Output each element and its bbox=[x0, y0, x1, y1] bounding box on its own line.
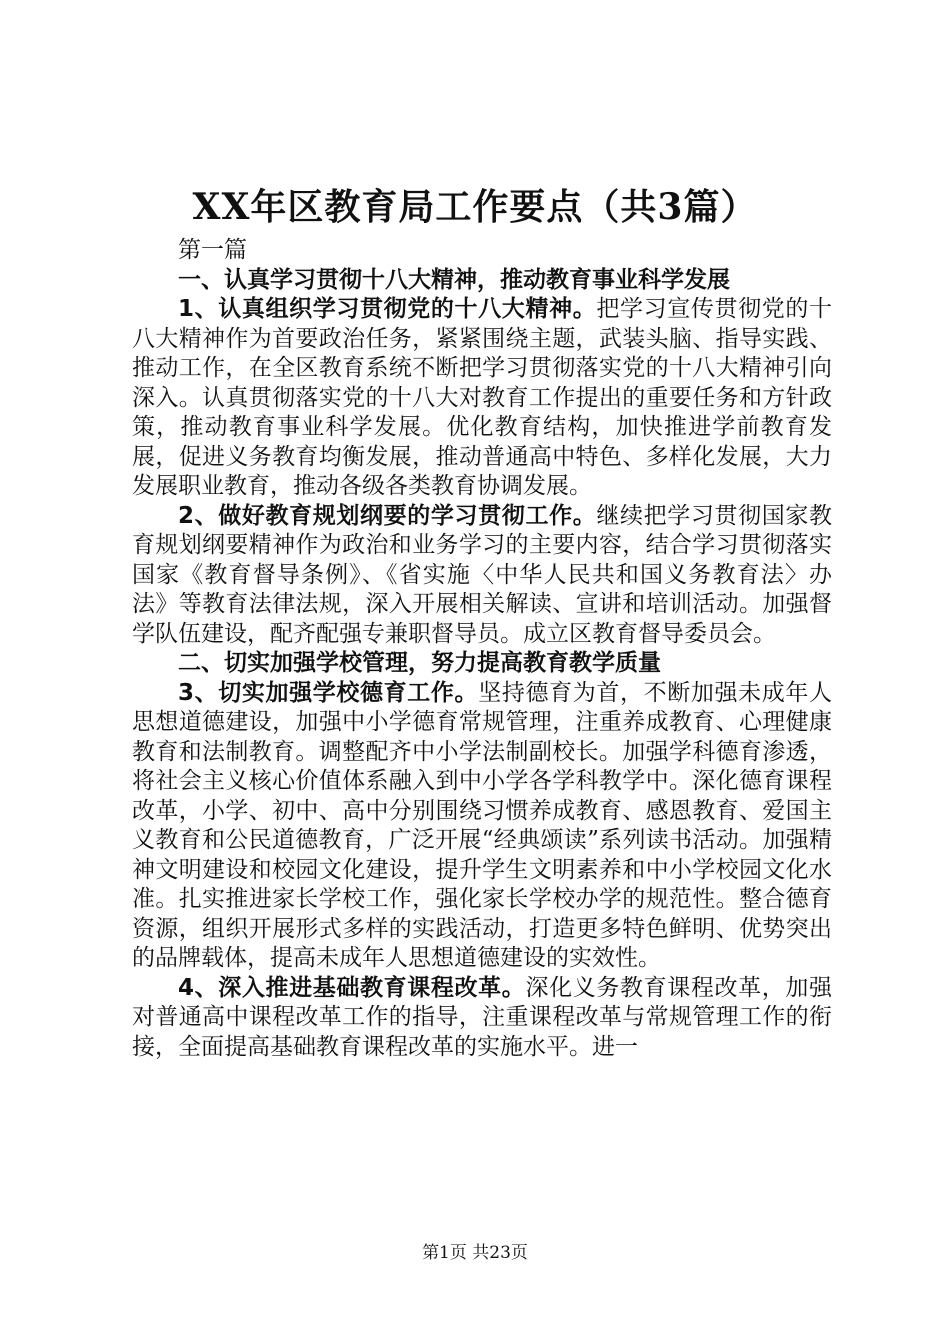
item-2-body: 继续把学习贯彻国家教育规划纲要精神作为政治和业务学习的主要内容，结合学习贯彻落实国家《教育督导条例》、《省实施〈中华人民共和国义务教育法〉办法》等教育法律法规，深入开展相关解读、宣讲和培训活动。加强督学队伍建设，配齐配强专兼职督导员。成立区教育督导委员会。 bbox=[132, 502, 832, 647]
item-3-lead: 3、切实加强学校德育工作。 bbox=[178, 679, 479, 706]
paragraph-item-1 bbox=[132, 295, 832, 502]
document-title: XX年区教育局工作要点（共3篇） bbox=[192, 186, 758, 228]
item-3-body: 坚持德育为首，不断加强未成年人思想道德建设，加强中小学德育常规管理，注重养成教育、心理健康教育和法制教育。调整配齐中小学法制副校长。加强学科德育渗透，将社会主义核心价值体系融入到中小学各学科教学中。深化德育课程改革，小学、初中、高中分别围绕习惯养成教育、感恩教育、爱国主义教育和公民道德教育，广泛开展“经典颂读”系列读书活动。加强精神文明建设和校园文化建设，提升学生文明素养和中小学校园文化水准。扎实推进家长学校工作，强化家长学校办学的规范性。整合德育资源，组织开展形式多样的实践活动，打造更多特色鲜明、优势突出的品牌载体，提高未成年人思想道德建设的实效性。 bbox=[132, 679, 832, 971]
section-heading-1: 一、认真学习贯彻十八大精神，推动教育事业科学发展 bbox=[178, 266, 730, 293]
paragraph-item-4 bbox=[132, 974, 832, 1063]
document-body bbox=[132, 236, 832, 1062]
item-1-body: 把学习宣传贯彻党的十八大精神作为首要政治任务，紧紧围绕主题，武装头脑、指导实践、推动工作，在全区教育系统不断把学习贯彻落实党的十八大精神引向深入。认真贯彻落实党的十八大对教育工作提出的重要任务和方针政策，推动教育事业科学发展。优化教育结构，加快推进学前教育发展，促进义务教育均衡发展，推动普通高中特色、多样化发展，大力发展职业教育，推动各级各类教育协调发展。 bbox=[132, 296, 832, 499]
item-4-body: 深化义务教育课程改革，加强对普通高中课程改革工作的指导，注重课程改革与常规管理工作的衔接，全面提高基础教育课程改革的实施水平。进一 bbox=[132, 974, 833, 1060]
section-heading-2: 二、切实加强学校管理，努力提高教育教学质量 bbox=[178, 650, 661, 676]
item-2-lead: 2、做好教育规划纲要的学习贯彻工作。 bbox=[178, 502, 597, 529]
paragraph-item-3 bbox=[132, 679, 832, 974]
page-number-footer: 第1页 共23页 bbox=[422, 1243, 528, 1263]
part-label: 第一篇 bbox=[178, 237, 247, 263]
item-1-lead: 1、认真组织学习贯彻党的十八大精神。 bbox=[178, 296, 597, 322]
item-4-lead: 4、深入推进基础教育课程改革。 bbox=[178, 974, 526, 1001]
paragraph-item-2 bbox=[132, 502, 832, 650]
